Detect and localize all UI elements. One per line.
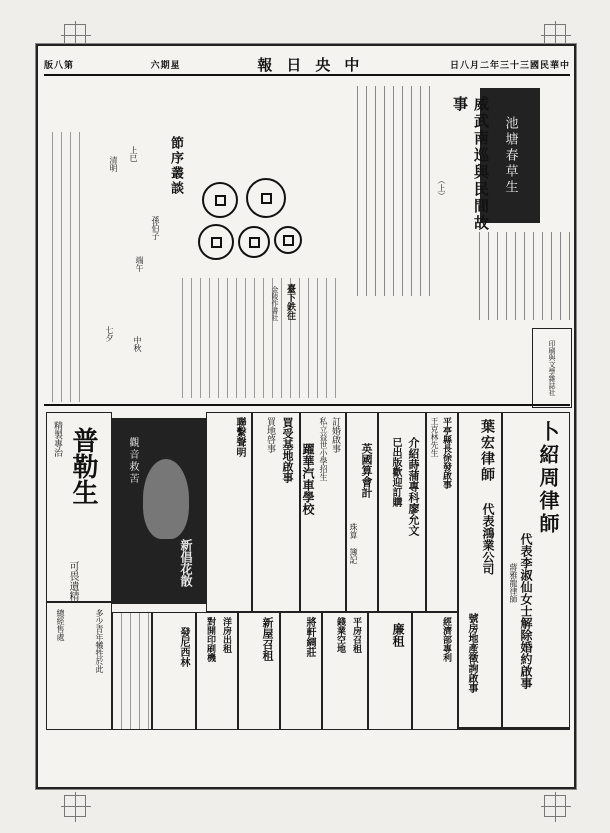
guanyin-image-ad: 觀音救苦 新倡花散 <box>112 418 206 604</box>
classified-ad-body <box>112 612 152 730</box>
registration-mark <box>544 795 566 817</box>
top-story-subline: （上） <box>437 176 446 200</box>
left-story-body <box>48 132 82 402</box>
classified-ad: 廉租 <box>391 623 405 647</box>
newspaper-page <box>36 44 576 789</box>
coin-icon <box>198 224 234 260</box>
left-story-byline: 孫伯子 <box>151 216 160 240</box>
classified-ad: 平房召租 <box>351 617 361 653</box>
page-bottom-rule <box>458 728 570 730</box>
guanyin-figure-icon <box>143 459 189 539</box>
classified-ad: 發尼西林 <box>178 627 189 667</box>
land-ad: 買受基地啟事 買地啓事 <box>252 412 300 612</box>
page-number: 版八第 <box>44 60 75 71</box>
left-story-notes: 上巳 清明 端午 七夕 中秋 <box>105 146 144 352</box>
coin-icon <box>274 226 302 254</box>
registration-mark <box>64 795 86 817</box>
paper-title: 報日央中 <box>257 55 374 74</box>
classified-ad: 錢業空地 <box>335 617 345 653</box>
school-ad-driving: 訂婚啟事 私立益世小學招生 躍華汽車學校 <box>300 412 346 612</box>
top-story-body <box>350 86 432 296</box>
section-divider <box>44 404 570 406</box>
coin-icon <box>202 182 238 218</box>
classified-ads-grid <box>112 612 458 730</box>
classified-ad: 經濟部專利 <box>441 617 451 662</box>
middle-note-sub: 金陵作書社 <box>271 286 279 321</box>
left-story-headline: 節序叢談 <box>168 136 183 196</box>
medicine-ad-pujin-foot: 多少青年犧牲於此 總經售處 <box>46 602 112 730</box>
sidebar-note: 印刷與文學雜誌社 <box>532 328 572 408</box>
issue-date: 日八月二年三十三國民華中 <box>449 60 570 71</box>
classified-ad: 洋房出租 <box>221 617 231 653</box>
coin-icon <box>246 178 286 218</box>
registration-mark <box>64 24 86 46</box>
lawyer-ad-bu: 卜紹周律師 代表李淑仙女士解除婚約啟事 蔣雅龍律師 <box>502 412 570 728</box>
middle-note-headline: 臺下鉄往 <box>285 284 295 320</box>
registration-mark <box>544 24 566 46</box>
classified-ad: 對開印刷機 <box>205 617 215 662</box>
classified-ad: 新屋召租 <box>261 617 274 661</box>
weekday: 六期星 <box>150 60 181 71</box>
coin-illustration <box>190 166 310 276</box>
top-story-body-2 <box>478 232 572 320</box>
classified-ad: 將軒綢莊 <box>304 617 315 657</box>
school-ad-accounting: 英國算會計 珠算 簿記 <box>346 412 378 612</box>
medicine-ad-pujin: 精製專治 普勒生 可畏遺精 <box>46 412 112 602</box>
top-story-headline: 威武南巡與民間故事 <box>451 96 490 232</box>
notice-ad-ping: 平亭縣長徐發啟事 王克林先生 <box>426 412 458 612</box>
coin-icon <box>238 226 270 258</box>
statement-ad: 聯繫聲明 <box>206 412 252 612</box>
lawyer-ad-ye: 葉宏律師 代表鴻業公司 號房地產徵詢啟事 <box>458 412 502 728</box>
calligraphy-text: 池塘春草生 <box>502 115 518 196</box>
left-story-body-2 <box>178 278 338 398</box>
masthead <box>44 54 570 76</box>
book-ad: 介紹蒔蒲專科廖允文 已出版歡迎訂購 <box>378 412 426 612</box>
